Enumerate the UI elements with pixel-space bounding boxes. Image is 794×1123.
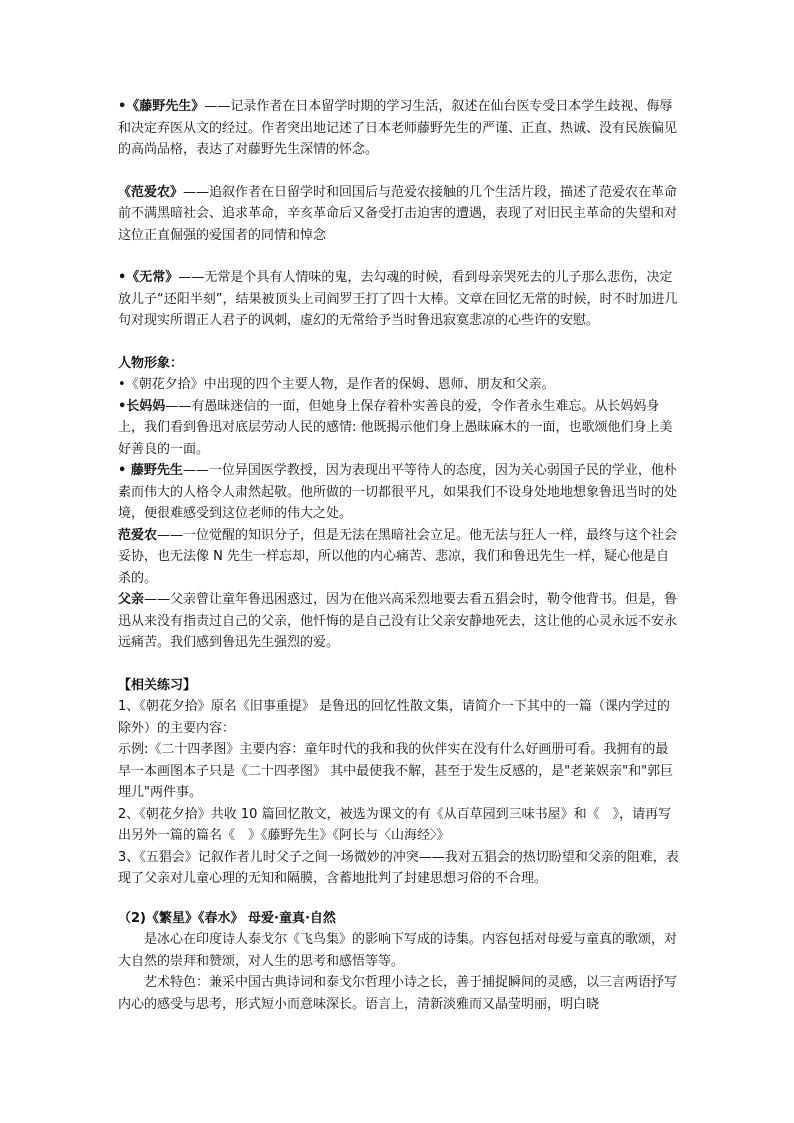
character-item [118,396,680,461]
work-title: 《范爱农》 [118,184,184,200]
work-fanainong-paragraph [118,182,680,247]
work-title: •《无常》 [118,270,179,285]
exercise-question-2: 2、《朝花夕拾》共收 10 篇回忆散文，被选为课文的有《从百草园到三味书屋》和《 》，请再写出另外一篇的篇名《 》《藤野先生》《阿长与〈山海经〉》 [118,806,672,843]
character-name: 父亲 [118,592,145,607]
exercise-example: 示例:《二十四孝图》主要内容：童年时代的我和我的伙伴实在没有什么好画册可看。我拥有的最早一本画图本子只是《二十四孝图》 其中最使我不解，甚至于发生反感的，是"老莱娱亲"和"郭巨埋儿"两件事。 [118,742,674,800]
character-description: ——有愚昧迷信的一面，但她身上保存着朴实善良的爱，令作者永生难忘。从长妈妈身上，我们看到鲁迅对底层劳动人民的感情: 他既揭示他们身上愚昧麻木的一面，也歌颂他们身上美好善良的一面。 [118,398,673,457]
character-name: 范爱农 [118,527,158,543]
section-2-heading: （2)《繁星》《春水》 母爱·童真·自然 [118,910,336,926]
character-description: ——父亲曾让童年鲁迅困惑过，因为在他兴高采烈地要去看五猖会时，勒令他背书。但是，鲁迅从来没有指责过自己的父亲，他忏悔的是自己没有让父亲安静地死去，这让他的心灵永远不安永远痛苦。我们感到鲁迅先生强烈的爱。 [118,592,678,650]
exercise-question-1: 1、《朝花夕拾》原名《旧事重提》 是鲁迅的回忆性散文集，请简介一下其中的一篇（课内学过的除外）的主要内容： [118,699,670,736]
characters-intro: •《朝花夕拾》中出现的四个主要人物，是作者的保姆、恩师、朋友和父亲。 [118,377,555,392]
character-item [118,460,680,525]
work-wuchang-paragraph [118,267,680,332]
characters-heading: 人物形象： [118,355,184,371]
character-description: ——一位异国医学教授，因为表现出平等待人的态度，因为关心弱国子民的学业，他朴素而伟大的人格令人肃然起敬。他所做的一切都很平凡，如果我们不设身处地地想象鲁迅当时的处境，便很难感受到这位老师的伟大之处。 [118,463,678,521]
character-description: ——一位觉醒的知识分子，但是无法在黑暗社会立足。他无法与狂人一样，最终与这个社会妥协，也无法像 N 先生一样忘却，所以他的内心痛苦、悲凉，我们和鲁迅先生一样，疑心他是自杀的。 [118,527,678,586]
work-description: ——无常是个具有人情味的鬼，去勾魂的时候，看到母亲哭死去的儿子那么悲伤，决定放儿子“还阳半刻”，结果被顶头上司阎罗王打了四十大棒。文章在回忆无常的时候，时不时加进几句对现实所谓正人君子的讽刺，虚幻的无常给予当时鲁迅寂寞悲凉的心些许的安慰。 [118,270,678,328]
work-title: •《藤野先生》 [118,99,205,114]
document-page [118,96,680,1015]
character-item [118,525,680,590]
section-2-paragraph: 是冰心在印度诗人泰戈尔《飞鸟集》的影响下写成的诗集。内容包括对母爱与童真的歌颂，对大自然的崇拜和赞颂，对人生的思考和感悟等等。 [118,932,678,969]
character-name: • 藤野先生 [118,463,183,478]
character-name: •长妈妈 [118,398,166,414]
exercises-heading: 【相关练习】 [118,677,197,693]
work-tengye-paragraph [118,96,680,161]
section-2-paragraph: 艺术特色：兼采中国古典诗词和泰戈尔哲理小诗之长，善于捕捉瞬间的灵感，以三言两语抒写内心的感受与思考，形式短小而意味深长。语言上，清新淡雅而又晶莹明丽，明白晓 [118,975,678,1012]
work-description: ——追叙作者在日留学时和回国后与范爱农接触的几个生活片段，描述了范爱农在革命前不满黑暗社会、追求革命，辛亥革命后又备受打击迫害的遭遇，表现了对旧民主革命的失望和对这位正直倔强的爱国者的同情和悼念 [118,184,678,243]
character-item [118,589,680,654]
work-description: ——记录作者在日本留学时期的学习生活，叙述在仙台医专受日本学生歧视、侮辱和决定弃医从文的经过。作者突出地记述了日本老师藤野先生的严谨、正直、热诚、没有民族偏见的高尚品格，表达了对藤野先生深情的怀念。 [118,99,678,157]
exercise-question-3: 3、《五猖会》记叙作者儿时父子之间一场微妙的冲突——我对五猖会的热切盼望和父亲的阻难，表现了父亲对儿童心理的无知和隔膜，含蓄地批判了封建思想习俗的不合理。 [118,849,679,886]
